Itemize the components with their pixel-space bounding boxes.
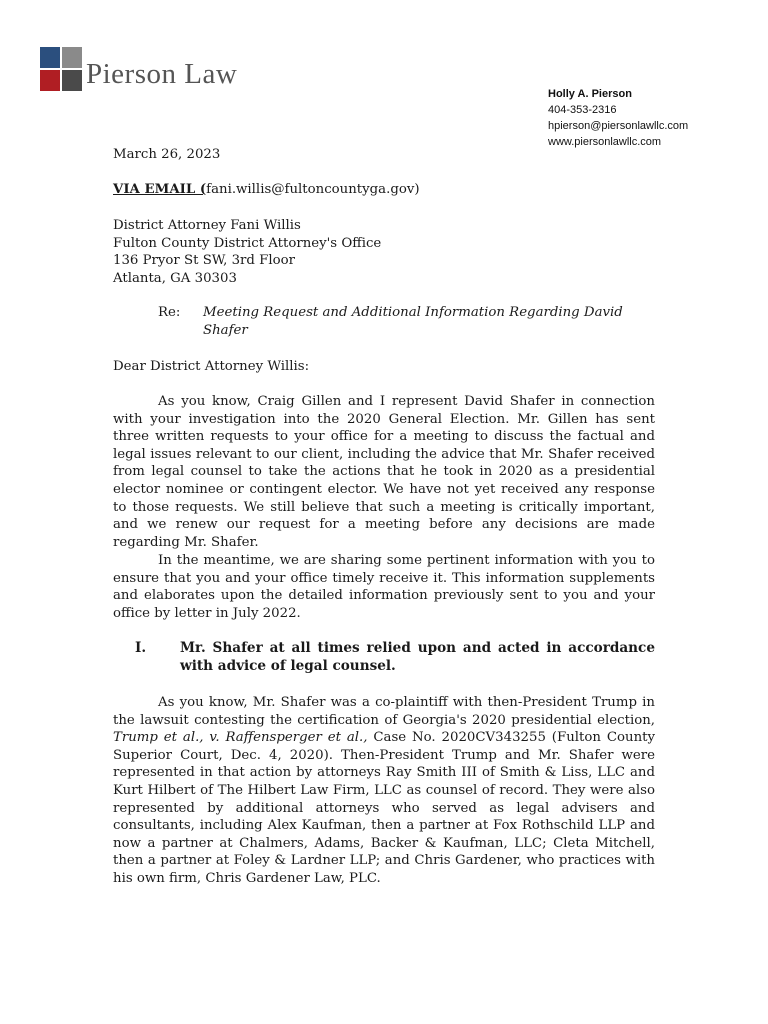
via-email-address[interactable]: fani.willis@fultoncountyga.gov): [206, 182, 420, 197]
logo-mark-icon: [40, 47, 82, 91]
contact-website[interactable]: www.piersonlawllc.com: [548, 136, 662, 148]
re-subject: Meeting Request and Additional Information Regarding David Shafer: [203, 305, 623, 338]
letter-date: March 26, 2023: [113, 147, 221, 162]
contact-email[interactable]: hpierson@piersonlawllc.com: [548, 120, 689, 132]
address-line: District Attorney Fani Willis: [113, 218, 301, 233]
section-number: I.: [135, 640, 147, 656]
logo-square-blue: [40, 47, 60, 68]
paragraph-1: As you know, Craig Gillen and I represent David Shafer in connection with your investigation into the 2020 General Election. Mr. Gillen has sent three written requests to your office for a meeting to discuss the factual and legal issues relevant to our client, including the advice that Mr. Shafer received from legal counsel to take the actions that he took in 2020 as a presidential elector nominee or contingent elector. We have not yet received any response to those requests. We still believe that such a meeting is critically important, and we renew our request for a meeting before any decisions are made regarding Mr. Shafer.: [113, 394, 655, 550]
paragraph-3-text: As you know, Mr. Shafer was a co-plaintiff with then-President Trump in the lawsuit contesting the certification of Georgia's 2020 presidential election,: [113, 695, 655, 728]
via-email-label: VIA EMAIL (: [113, 182, 207, 197]
contact-phone: 404-353-2316: [548, 104, 617, 116]
address-line: Atlanta, GA 30303: [113, 270, 237, 286]
contact-name: Holly A. Pierson: [548, 88, 632, 100]
firm-name: Pierson Law: [86, 58, 238, 90]
address-line: Fulton County District Attorney's Office: [113, 235, 382, 251]
logo-square-red: [40, 70, 60, 91]
via-email-line: [113, 181, 655, 199]
paragraph-2: In the meantime, we are sharing some pertinent information with you to ensure that you and your office timely receive it. This information supplements and elaborates upon the detailed information previously sent to you and your office by letter in July 2022.: [113, 553, 655, 621]
firm-logo: [40, 46, 237, 91]
contact-block: [548, 86, 688, 150]
salutation: Dear District Attorney Willis:: [113, 359, 310, 374]
paragraph-3: [113, 694, 655, 888]
address-line: 136 Pryor St SW, 3rd Floor: [113, 253, 295, 269]
re-line: [113, 304, 655, 339]
section-heading: [113, 640, 655, 675]
logo-square-gray: [62, 47, 82, 68]
re-label: Re:: [158, 305, 181, 320]
logo-square-dark: [62, 70, 82, 91]
section-title: Mr. Shafer at all times relied upon and acted in accordance with advice of legal counsel.: [180, 640, 655, 674]
paragraph-3-text-cont: Case No. 2020CV343255 (Fulton County Superior Court, Dec. 4, 2020). Then-President Trump and Mr. Shafer were represented in that action by attorneys Ray Smith III of Smith & Liss, LLC and Kurt Hilbert of The Hilbert Law Firm, LLC as counsel of record. They were also represented by additional attorneys who served as legal advisers and consultants, including Alex Kaufman, then a partner at Fox Rothschild LLP and now a partner at Chalmers, Adams, Backer & Kaufman, LLC; Cleta Mitchell, then a partner at Foley & Lardner LLP; and Chris Gardener, who practices with his own firm, Chris Gardener Law, PLC.: [113, 730, 655, 886]
recipient-address: [113, 217, 655, 287]
case-name: Trump et al., v. Raffensperger et al.,: [113, 730, 368, 746]
